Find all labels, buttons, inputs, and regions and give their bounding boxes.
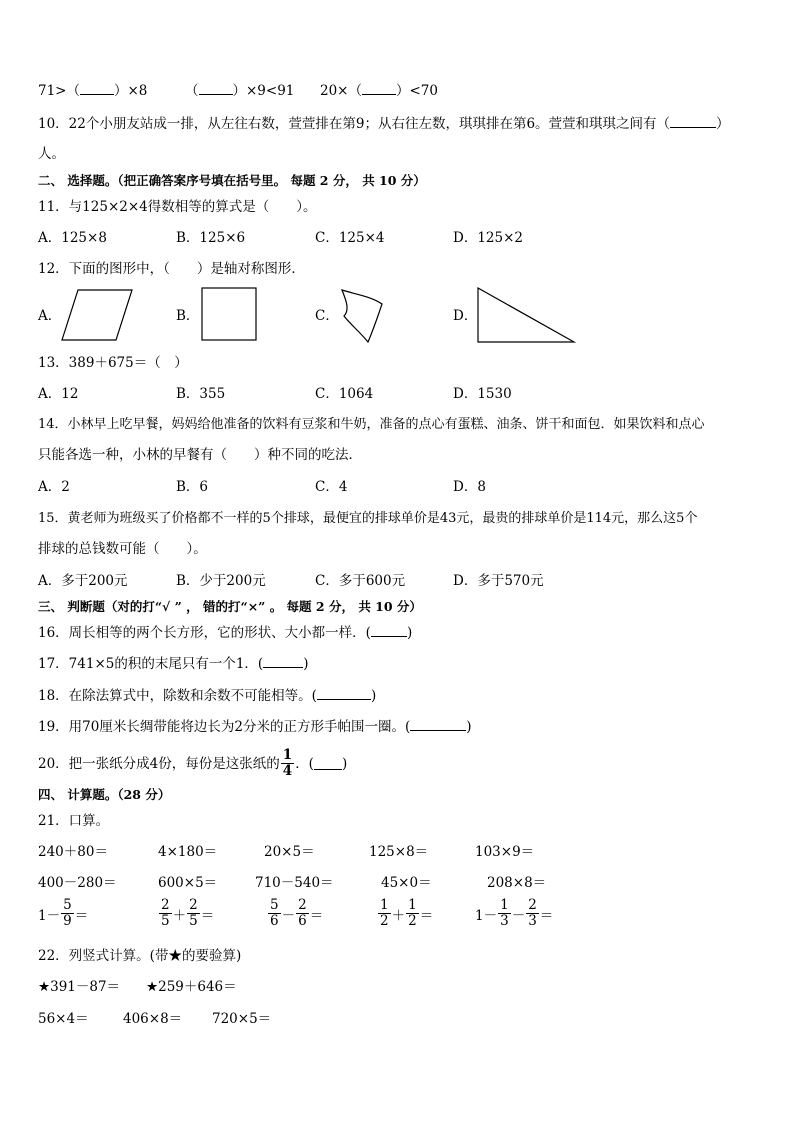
question-10-text: 10．22个小朋友站成一排，从左往右数，萱萱排在第9；从右往左数，琪琪排在第6。萱萱和琪琪之间有（ [38, 116, 671, 132]
option-c[interactable]: C．多于600元 [315, 573, 406, 589]
q9-expr-1-pre: 71>（ [38, 83, 80, 99]
q9-expr-2-pre: （ [185, 83, 199, 99]
question-22-title: 22．列竖式计算。(带★的要验算) [38, 948, 242, 964]
fraction-numerator: 1 [500, 897, 509, 913]
right-triangle-shape [476, 286, 578, 346]
q9-expr-3-pre: 20×（ [320, 83, 362, 99]
question-20-text: 20．把一张纸分成4份，每份是这张纸的 [38, 755, 280, 772]
question-17-text: 17．741×5的积的末尾只有一个1．( [38, 656, 264, 672]
fraction-denominator: 3 [528, 913, 537, 929]
oral-calc-item: 4×180＝ [158, 844, 218, 860]
fraction-numerator: 5 [63, 897, 72, 913]
answer-blank[interactable] [410, 718, 466, 731]
question-15-line-2: 排球的总钱数可能（ ）。 [38, 541, 207, 557]
question-16-close: ) [406, 625, 413, 641]
option-d[interactable]: D． [453, 308, 478, 324]
answer-blank[interactable] [371, 624, 407, 637]
option-d[interactable]: D．多于570元 [453, 573, 544, 589]
fraction [268, 898, 281, 929]
fraction-denominator: 9 [63, 913, 72, 929]
vertical-calc-item: 720×5＝ [212, 1011, 272, 1027]
question-17 [38, 655, 308, 673]
question-18-text: 18．在除法算式中，除数和余数不可能相等。( [38, 688, 317, 704]
answer-blank[interactable] [670, 115, 716, 128]
fraction-denominator: 2 [408, 913, 417, 929]
fraction-expression [267, 898, 323, 929]
q9-expr-3 [320, 82, 438, 100]
vertical-calc-item: 56×4＝ [38, 1011, 89, 1027]
parallelogram-shape [60, 288, 135, 343]
section-3-heading: 三、 判断题（对的打“√ ” ， 错的打“×” 。 每题 2 分， 共 10 分） [38, 599, 422, 614]
question-10 [38, 115, 730, 133]
oral-calc-item: 125×8＝ [369, 844, 429, 860]
operator: － [511, 907, 526, 924]
fraction-denominator: 5 [161, 913, 170, 929]
fraction-denominator: 6 [270, 913, 279, 929]
question-13: 13．389＋675＝（ ） [38, 355, 188, 371]
fraction [187, 898, 200, 929]
fraction [281, 748, 294, 779]
option-b[interactable]: B．125×6 [176, 230, 246, 246]
fraction-numerator: 1 [380, 897, 389, 913]
q9-expr-2 [185, 82, 294, 100]
option-b[interactable]: B．少于200元 [176, 573, 266, 589]
fraction [498, 898, 511, 929]
equals-sign: ＝ [200, 907, 215, 924]
option-a[interactable]: A．125×8 [38, 230, 107, 246]
question-10-tail: 人。 [38, 146, 65, 162]
oral-calc-item: 400－280＝ [38, 875, 117, 891]
vertical-calc-item: ★391－87＝ [38, 979, 121, 995]
question-19 [38, 718, 472, 736]
q9-expr-3-post: ）<70 [396, 83, 438, 99]
equals-sign: ＝ [539, 907, 554, 924]
option-b[interactable]: B． [176, 308, 200, 324]
question-18-close: ) [370, 688, 377, 704]
oral-calc-item: 103×9＝ [475, 844, 535, 860]
option-d[interactable]: D．1530 [453, 386, 512, 402]
option-d[interactable]: D．8 [453, 479, 486, 495]
fraction-expression [377, 898, 433, 929]
fraction-denominator: 4 [282, 763, 293, 779]
fraction [61, 898, 74, 929]
question-14-line-2: 只能各选一种，小林的早餐有（ ）种不同的吃法． [38, 447, 362, 463]
square-shape [200, 286, 260, 342]
option-a[interactable]: A．12 [38, 386, 79, 402]
question-21-title: 21．口算。 [38, 813, 110, 829]
question-20-after: ．( [295, 755, 314, 772]
fraction-numerator: 1 [408, 897, 417, 913]
oral-calc-item: 710－540＝ [255, 875, 334, 891]
answer-blank[interactable] [199, 82, 233, 95]
fraction-expression [475, 898, 553, 929]
option-c[interactable]: C． [315, 308, 339, 324]
fraction-numerator: 2 [298, 897, 307, 913]
fraction-denominator: 6 [298, 913, 307, 929]
answer-blank[interactable] [362, 82, 396, 95]
question-12: 12．下面的图形中，（ ）是轴对称图形． [38, 261, 305, 277]
q9-expr-1 [38, 82, 147, 100]
fraction-expression [38, 898, 88, 929]
fraction [378, 898, 391, 929]
fraction-numerator: 5 [270, 897, 279, 913]
option-d[interactable]: D．125×2 [453, 230, 523, 246]
oral-calc-item: 20×5＝ [264, 844, 315, 860]
fraction [296, 898, 309, 929]
equals-sign: ＝ [74, 907, 89, 924]
option-b[interactable]: B．355 [176, 386, 226, 402]
option-b[interactable]: B．6 [176, 479, 209, 495]
operator: － [281, 907, 296, 924]
fraction [159, 898, 172, 929]
section-2-heading: 二、 选择题。（把正确答案序号填在括号里。 每题 2 分， 共 10 分） [38, 173, 426, 188]
fraction-numerator: 2 [189, 897, 198, 913]
answer-blank[interactable] [317, 687, 371, 700]
question-17-close: ) [303, 656, 309, 672]
oral-calc-item: 208×8＝ [487, 875, 547, 891]
answer-blank[interactable] [314, 757, 342, 770]
operator: ＋ [172, 907, 187, 924]
fraction-denominator: 3 [500, 913, 509, 929]
oral-calc-item: 600×5＝ [158, 875, 218, 891]
vertical-calc-item: ★259＋646＝ [146, 979, 237, 995]
oral-calc-item: 240＋80＝ [38, 844, 108, 860]
fraction-lead: 1－ [475, 907, 498, 924]
fraction-numerator: 2 [161, 897, 170, 913]
fraction-numerator: 1 [282, 747, 293, 763]
option-c[interactable]: C．1064 [315, 386, 374, 402]
irregular-shape [334, 286, 386, 346]
equals-sign: ＝ [419, 907, 434, 924]
option-c[interactable]: C．4 [315, 479, 348, 495]
question-11: 11．与125×2×4得数相等的算式是（ ）。 [38, 199, 317, 215]
question-20 [38, 748, 347, 779]
operator: ＋ [391, 907, 406, 924]
question-16 [38, 624, 412, 642]
equals-sign: ＝ [309, 907, 324, 924]
question-19-close: ) [466, 719, 472, 735]
answer-blank[interactable] [80, 82, 114, 95]
vertical-calc-item: 406×8＝ [123, 1011, 183, 1027]
question-14-line-1: 14．小林早上吃早餐，妈妈给他准备的饮料有豆浆和牛奶，准备的点心有蛋糕、油条、饼干和面包．如果饮料和点心 [38, 417, 705, 432]
q9-expr-2-post: ）×9<91 [232, 83, 295, 99]
fraction-denominator: 5 [189, 913, 198, 929]
question-18 [38, 687, 376, 705]
fraction [406, 898, 419, 929]
option-a[interactable]: A． [38, 308, 62, 324]
option-a[interactable]: A．2 [38, 479, 70, 495]
option-c[interactable]: C．125×4 [315, 230, 385, 246]
q9-expr-1-post: ）×8 [114, 83, 148, 99]
question-16-text: 16．周长相等的两个长方形，它的形状、大小都一样．( [38, 625, 371, 641]
fraction-expression [158, 898, 214, 929]
answer-blank[interactable] [263, 655, 303, 668]
question-20-close: ) [341, 755, 348, 772]
oral-calc-item: 45×0＝ [381, 875, 432, 891]
question-19-text: 19．用70厘米长绸带能将边长为2分米的正方形手帕围一圈。( [38, 719, 411, 735]
question-10-close: ） [716, 116, 730, 132]
section-4-heading: 四、 计算题。（28 分） [38, 787, 171, 802]
fraction-lead: 1－ [38, 907, 61, 924]
fraction-denominator: 2 [380, 913, 389, 929]
fraction [526, 898, 539, 929]
option-a[interactable]: A．多于200元 [38, 573, 128, 589]
fraction-numerator: 2 [528, 897, 537, 913]
question-15-line-1: 15．黄老师为班级买了价格都不一样的5个排球，最便宜的排球单价是43元，最贵的排球单价是114元，那么这5个 [38, 511, 698, 526]
